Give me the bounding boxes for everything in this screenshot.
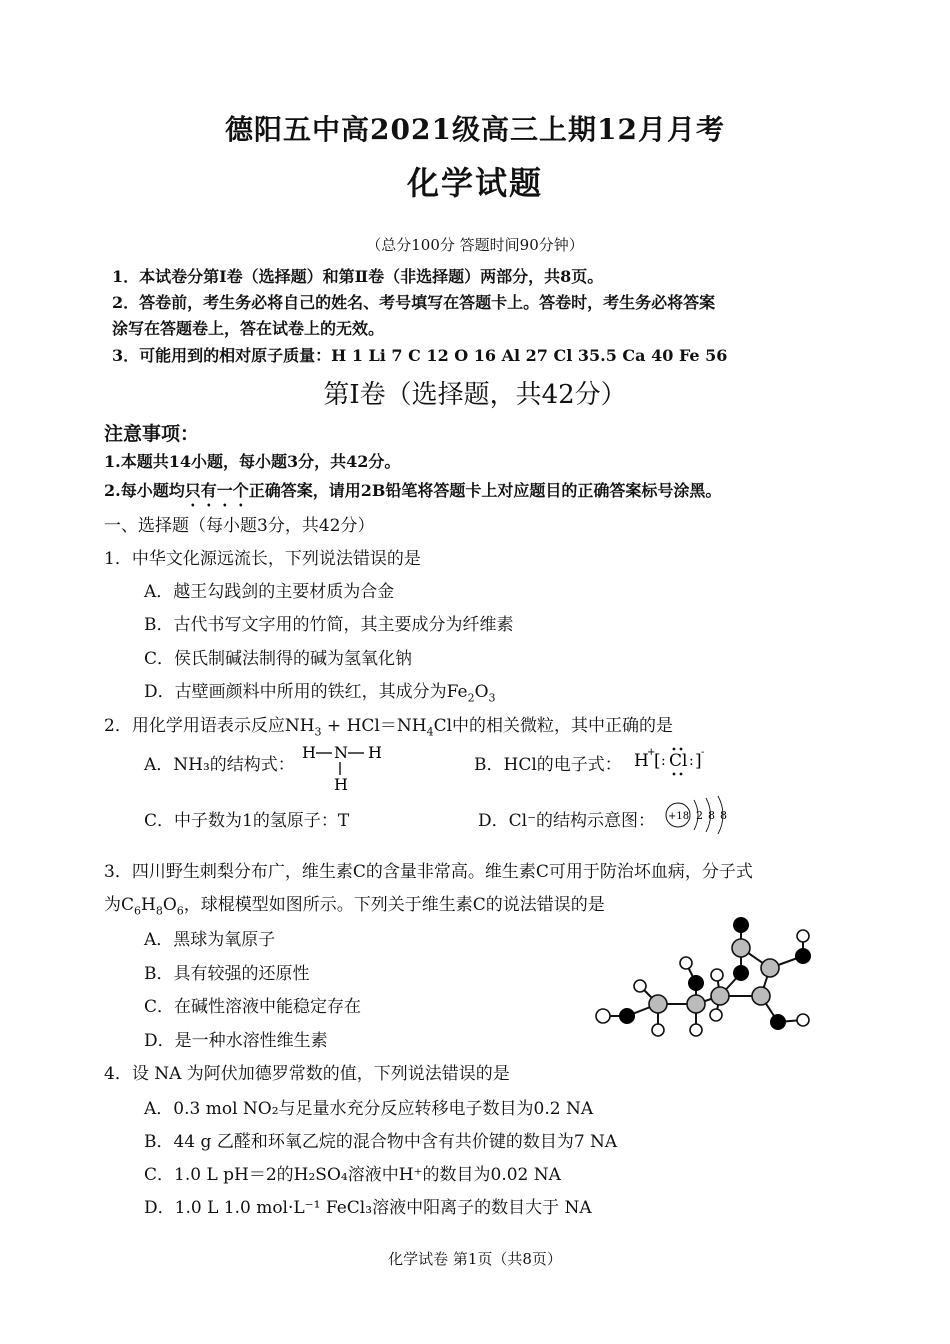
- part1-heading: 一、选择题（每小题3分，共42分）: [104, 516, 375, 536]
- subject-title: 化学试题: [406, 164, 543, 202]
- q2-option-c: C．中子数为1的氢原子：T: [144, 811, 350, 831]
- q4-option-c: C．1.0 L pH＝2的H₂SO₄溶液中H⁺的数目为0.02 NA: [144, 1165, 561, 1185]
- q3-option-c: C．在碱性溶液中能稳定存在: [144, 997, 362, 1017]
- q4-option-d: D．1.0 L 1.0 mol·L⁻¹ FeCl₃溶液中阳离子的数目大于 NA: [144, 1198, 592, 1218]
- q3-formula-c6h8o6: $C_6H_8O_6$: [121, 895, 184, 918]
- q1-stem: 1．中华文化源远流长，下列说法错误的是: [104, 549, 421, 569]
- q3-option-b: B．具有较强的还原性: [144, 964, 310, 984]
- svg-text:N: N: [334, 743, 348, 762]
- rule-2-cont: 涂写在答题卷上，答在试卷上的无效。: [112, 319, 385, 338]
- notice-heading: 注意事项：: [104, 423, 200, 445]
- rule-3: 3．可能用到的相对原子质量：H 1 Li 7 C 12 O 16 Al 27 Cl 35.5 Ca 40 Fe 56: [112, 346, 728, 365]
- notice-item-1: 1.本题共14小题，每小题3分，共42分。: [104, 452, 401, 471]
- q2-option-a: A．NH₃的结构式：: [144, 755, 295, 775]
- q3-line-2-pre: 为: [104, 895, 121, 915]
- q1-formula-fe2o3: $Fe_2O_3$: [446, 682, 496, 705]
- rule-2: 2．答卷前，考生务必将自己的姓名、考号填写在答题卡上。答卷时，考生务必将答案: [112, 293, 716, 312]
- notice-item-2-emphasis: 只有一个: [184, 481, 249, 500]
- q3-line-2-post: ，球棍模型如图所示。下列关于维生素C的说法错误的是: [183, 895, 605, 915]
- q2-equation: $NH_3 + HCl=NH_4Cl$: [284, 716, 453, 739]
- svg-text:H: H: [368, 743, 382, 762]
- notice-item-2-post: 正确答案，请用2B铅笔将答题卡上对应题目的正确答案标号涂黑。: [248, 481, 722, 500]
- page-footer: 化学试卷 第1页（共8页）: [388, 1250, 562, 1268]
- svg-text::: :: [689, 753, 694, 769]
- q1-option-b: B．古代书写文字用的竹简，其主要成分为纤维素: [144, 615, 514, 635]
- q2-stem-pre: 2．用化学用语表示反应: [104, 716, 285, 736]
- svg-text:[: [: [654, 751, 661, 771]
- svg-text::: :: [661, 753, 666, 769]
- q2-option-b: B．HCl的电子式：: [474, 755, 622, 775]
- q3-option-d: D．是一种水溶性维生素: [144, 1031, 328, 1051]
- svg-text:8: 8: [708, 809, 715, 822]
- exam-title: 德阳五中高2021级高三上期12月月考: [225, 113, 725, 146]
- q3-line-1: 3．四川野生刺梨分布广，维生素C的含量非常高。维生素C可用于防治坏血病，分子式: [104, 862, 753, 882]
- svg-text:H: H: [634, 751, 649, 771]
- q4-stem: 4．设 NA 为阿伏加德罗常数的值，下列说法错误的是: [104, 1064, 510, 1084]
- notice-item-2-pre: 2.每小题均: [104, 481, 185, 500]
- svg-text:H: H: [334, 775, 348, 794]
- q4-option-a: A．0.3 mol NO₂与足量水充分反应转移电子数目为0.2 NA: [144, 1099, 594, 1119]
- q2-option-d: D．Cl⁻的结构示意图：: [478, 811, 656, 831]
- svg-text:-: -: [701, 747, 705, 758]
- svg-text:Cl: Cl: [669, 751, 688, 771]
- svg-text:+: +: [647, 747, 656, 758]
- q2-stem-post: 中的相关微粒，其中正确的是: [452, 716, 674, 736]
- exam-meta: （总分100分 答题时间90分钟）: [366, 236, 584, 254]
- svg-text:2: 2: [696, 809, 703, 822]
- svg-text:+18: +18: [668, 811, 690, 822]
- q3-option-a: A．黑球为氧原子: [144, 930, 276, 950]
- q1-option-c: C．侯氏制碱法制得的碱为氢氧化钠: [144, 649, 413, 669]
- rule-1: 1．本试卷分第Ⅰ卷（选择题）和第Ⅱ卷（非选择题）两部分，共8页。: [112, 267, 604, 286]
- svg-text:8: 8: [720, 809, 727, 822]
- svg-text:]: ]: [695, 751, 702, 771]
- section-heading: 第Ⅰ卷（选择题，共42分）: [323, 380, 627, 410]
- q1-option-d-text: D．古壁画颜料中所用的铁红，其成分为: [144, 682, 447, 702]
- q1-option-a: A．越王勾践剑的主要材质为合金: [144, 582, 395, 602]
- svg-text:H: H: [302, 743, 316, 762]
- q4-option-b: B．44 g 乙醛和环氧乙烷的混合物中含有共价键的数目为7 NA: [144, 1132, 618, 1152]
